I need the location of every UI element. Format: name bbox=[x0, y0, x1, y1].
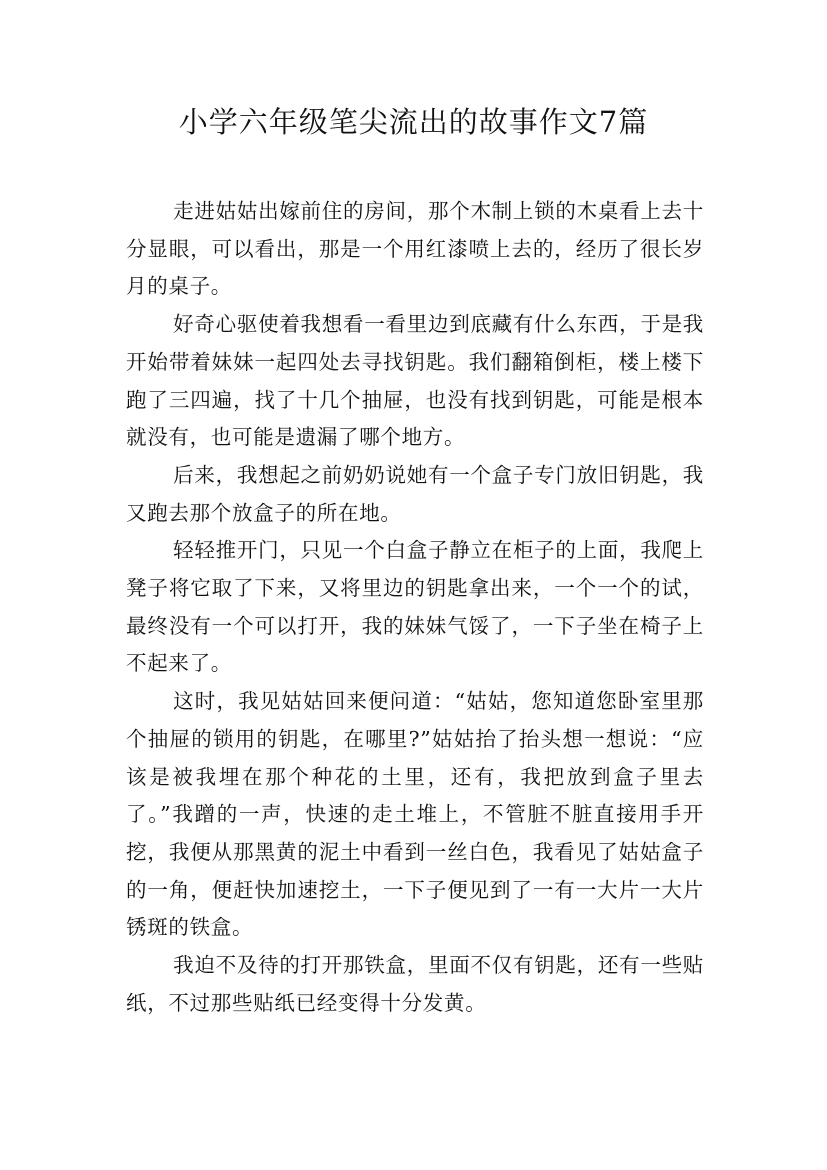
paragraph: 好奇心驱使着我想看一看里边到底藏有什么东西，于是我开始带着妹妹一起四处去寻找钥匙。我们翻箱倒柜，楼上楼下跑了三四遍，找了十几个抽屉，也没有找到钥匙，可能是根本就没有，也可能是遗漏了哪个地方。 bbox=[126, 312, 704, 450]
document-body bbox=[126, 193, 704, 1022]
paragraph: 我迫不及待的打开那铁盒，里面不仅有钥匙，还有一些贴纸，不过那些贴纸已经变得十分发黄。 bbox=[126, 953, 704, 1015]
paragraph: 后来，我想起之前奶奶说她有一个盒子专门放旧钥匙，我又跑去那个放盒子的所在地。 bbox=[126, 462, 704, 525]
document-title: 小学六年级笔尖流出的故事作文7篇 bbox=[178, 105, 649, 139]
paragraph: 这时，我见姑姑回来便问道：“姑姑，您知道您卧室里那个抽屉的锁用的钥匙，在哪里?”姑姑抬了抬头想一想说：“应该是被我埋在那个种花的土里，还有，我把放到盒子里去了。”我蹭的一声，快速的走土堆上，不管脏不脏直接用手开挖，我便从那黑黄的泥土中看到一丝白色，我看见了姑姑盒子的一角，便赶快加速挖土，一下子便见到了一有一大片一大片锈斑的铁盒。 bbox=[126, 689, 704, 940]
paragraph: 轻轻推开门，只见一个白盒子静立在柜子的上面，我爬上凳子将它取了下来，又将里边的钥匙拿出来，一个一个的试，最终没有一个可以打开，我的妹妹气馁了，一下子坐在椅子上不起来了。 bbox=[126, 538, 704, 676]
paragraph: 走进姑姑出嫁前住的房间，那个木制上锁的木桌看上去十分显眼，可以看出，那是一个用红漆喷上去的，经历了很长岁月的桌子。 bbox=[126, 199, 704, 299]
